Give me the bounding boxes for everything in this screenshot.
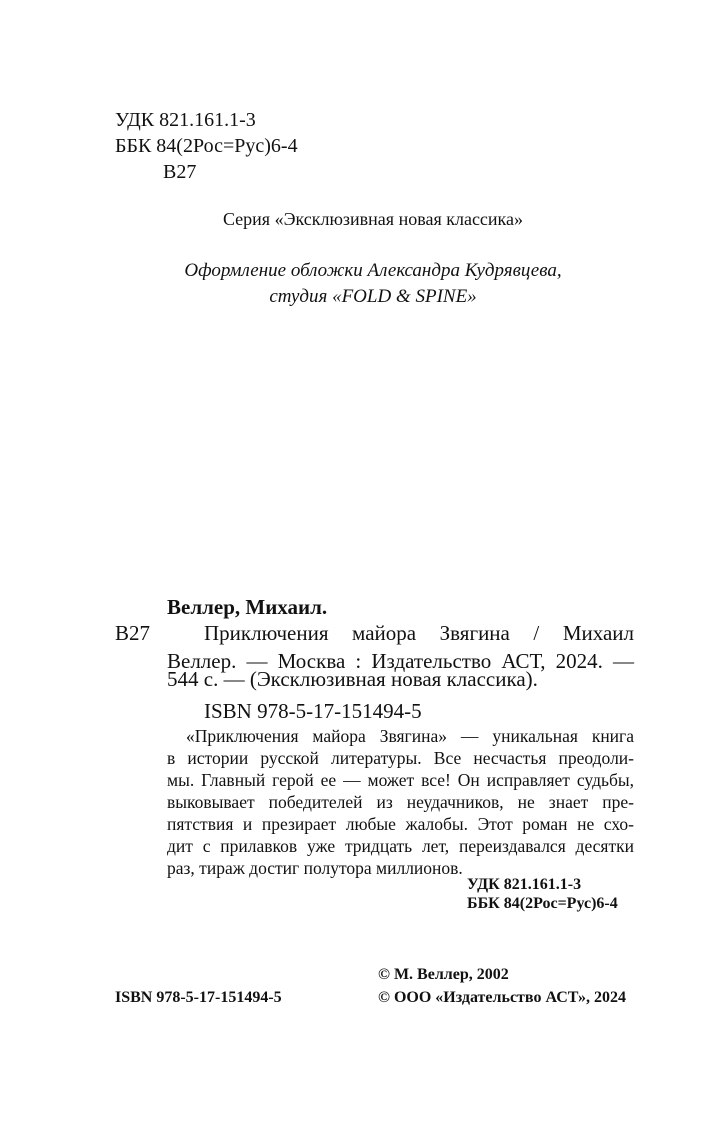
annotation-line-1: «Приключения майора Звягина» — уникальная книга xyxy=(186,726,634,746)
catalog-title-line-1: Приключения майора Звягина / Михаил xyxy=(204,621,634,645)
catalog-code: В27 xyxy=(115,621,151,645)
bbk-code: ББК 84(2Рос=Рус)6-4 xyxy=(115,135,298,157)
footer-isbn: ISBN 978-5-17-151494-5 xyxy=(115,989,282,1006)
copyright-publisher: © ООО «Издательство АСТ», 2024 xyxy=(378,989,627,1006)
annotation-line-5: пятствия и презирает любые жалобы. Этот роман не схо- xyxy=(167,814,634,834)
annotation-line-3: мы. Главный герой ее — может все! Он исправляет судьбы, xyxy=(167,770,634,790)
udk-code: УДК 821.161.1-3 xyxy=(115,109,256,131)
catalog-author: Веллер, Михаил. xyxy=(167,595,328,619)
annotation-line-6: дит с прилавков уже тридцать лет, переиздавался десятки xyxy=(167,836,634,856)
catalog-bbk: ББК 84(2Рос=Рус)6-4 xyxy=(467,895,618,912)
annotation-line-2: в истории русской литературы. Все несчастья преодоли- xyxy=(167,748,634,768)
cover-credit-line-2: студия «FOLD & SPINE» xyxy=(269,286,477,307)
annotation-line-7: раз, тираж достиг полутора миллионов. xyxy=(167,858,463,878)
annotation-line-4: выковывает победителей из неудачников, не знает пре- xyxy=(167,792,634,812)
catalog-title-line-3: 544 с. — (Эксклюзивная новая классика). xyxy=(167,667,538,691)
author-mark: В27 xyxy=(163,161,197,183)
series-title: Серия «Эксклюзивная новая классика» xyxy=(222,209,524,229)
copyright-author: © М. Веллер, 2002 xyxy=(378,966,509,983)
catalog-udk: УДК 821.161.1-3 xyxy=(467,876,582,893)
catalog-isbn: ISBN 978-5-17-151494-5 xyxy=(204,699,422,723)
catalog-title-line-2: Веллер. — Москва : Издательство АСТ, 2024. — xyxy=(167,649,634,673)
cover-credit-line-1: Оформление обложки Александра Кудрявцева, xyxy=(184,260,562,281)
